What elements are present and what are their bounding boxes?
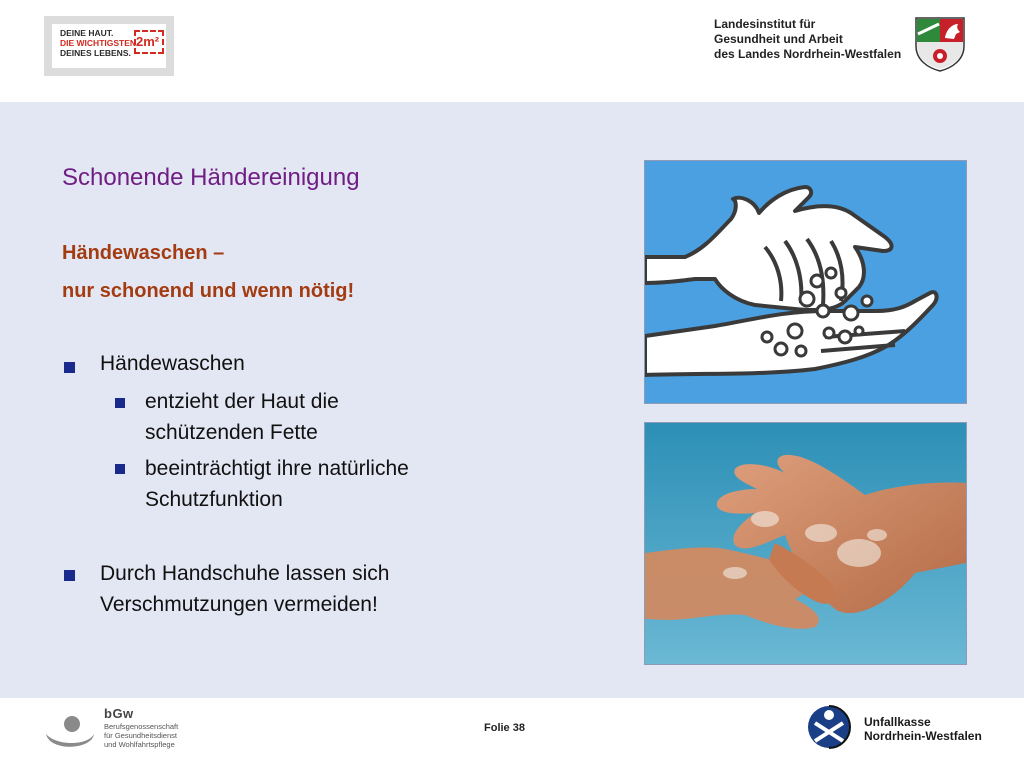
sub-bullet-square — [115, 464, 125, 474]
nrw-coat-of-arms-icon — [914, 16, 966, 72]
unfallkasse-line-1: Unfallkasse — [864, 715, 931, 729]
subheading-line-2: nur schonend und wenn nötig! — [62, 280, 355, 302]
sub-bullet-text — [145, 386, 339, 448]
institute-line-1: Landesinstitut für — [714, 17, 816, 31]
campaign-logo-line3: DEINES LEBENS. — [60, 48, 131, 58]
sub-bullet-line: beeinträchtigt ihre natürliche — [145, 457, 409, 480]
subheading-line-1: Händewaschen – — [62, 242, 225, 264]
sub-bullet-line: schützenden Fette — [145, 421, 318, 444]
bullet-line: Durch Handschuhe lassen sich — [100, 562, 390, 585]
campaign-logo-line2: DIE WICHTIGSTEN — [60, 38, 137, 48]
bgw-line-3: und Wohlfahrtspflege — [104, 740, 175, 749]
bgw-name — [104, 722, 178, 749]
unfallkasse-line-2: Nordrhein-Westfalen — [864, 729, 982, 743]
bullet-text: Händewaschen — [100, 352, 245, 375]
institute-line-2: Gesundheit und Arbeit — [714, 32, 843, 46]
slide-number: Folie 38 — [484, 722, 525, 734]
bgw-wordmark: bGw — [104, 706, 134, 721]
slide-title: Schonende Händereinigung — [62, 164, 360, 191]
unfallkasse-emblem-icon — [807, 705, 851, 749]
bullet-text — [100, 558, 390, 620]
sub-bullet-square — [115, 398, 125, 408]
sub-bullet-text — [145, 453, 409, 515]
bullet-square — [64, 570, 75, 581]
campaign-logo-line1: DEINE HAUT. — [60, 28, 114, 38]
bgw-emblem-icon — [44, 712, 96, 752]
bgw-line-1: Berufsgenossenschaft — [104, 722, 179, 731]
bullet-line: Verschmutzungen vermeiden! — [100, 593, 378, 616]
hand-washing-pictogram — [644, 160, 967, 404]
sub-bullet-line: entzieht der Haut die — [145, 390, 339, 413]
sub-bullet-line: Schutzfunktion — [145, 488, 283, 511]
campaign-logo-badge: 2m² — [136, 34, 160, 49]
bgw-line-2: für Gesundheitsdienst — [104, 731, 177, 740]
unfallkasse-name — [864, 715, 982, 743]
hands-washing-photo — [644, 422, 967, 665]
institute-line-3: des Landes Nordrhein-Westfalen — [714, 47, 902, 61]
campaign-logo — [44, 16, 174, 76]
institute-name — [714, 17, 901, 62]
bullet-square — [64, 362, 75, 373]
